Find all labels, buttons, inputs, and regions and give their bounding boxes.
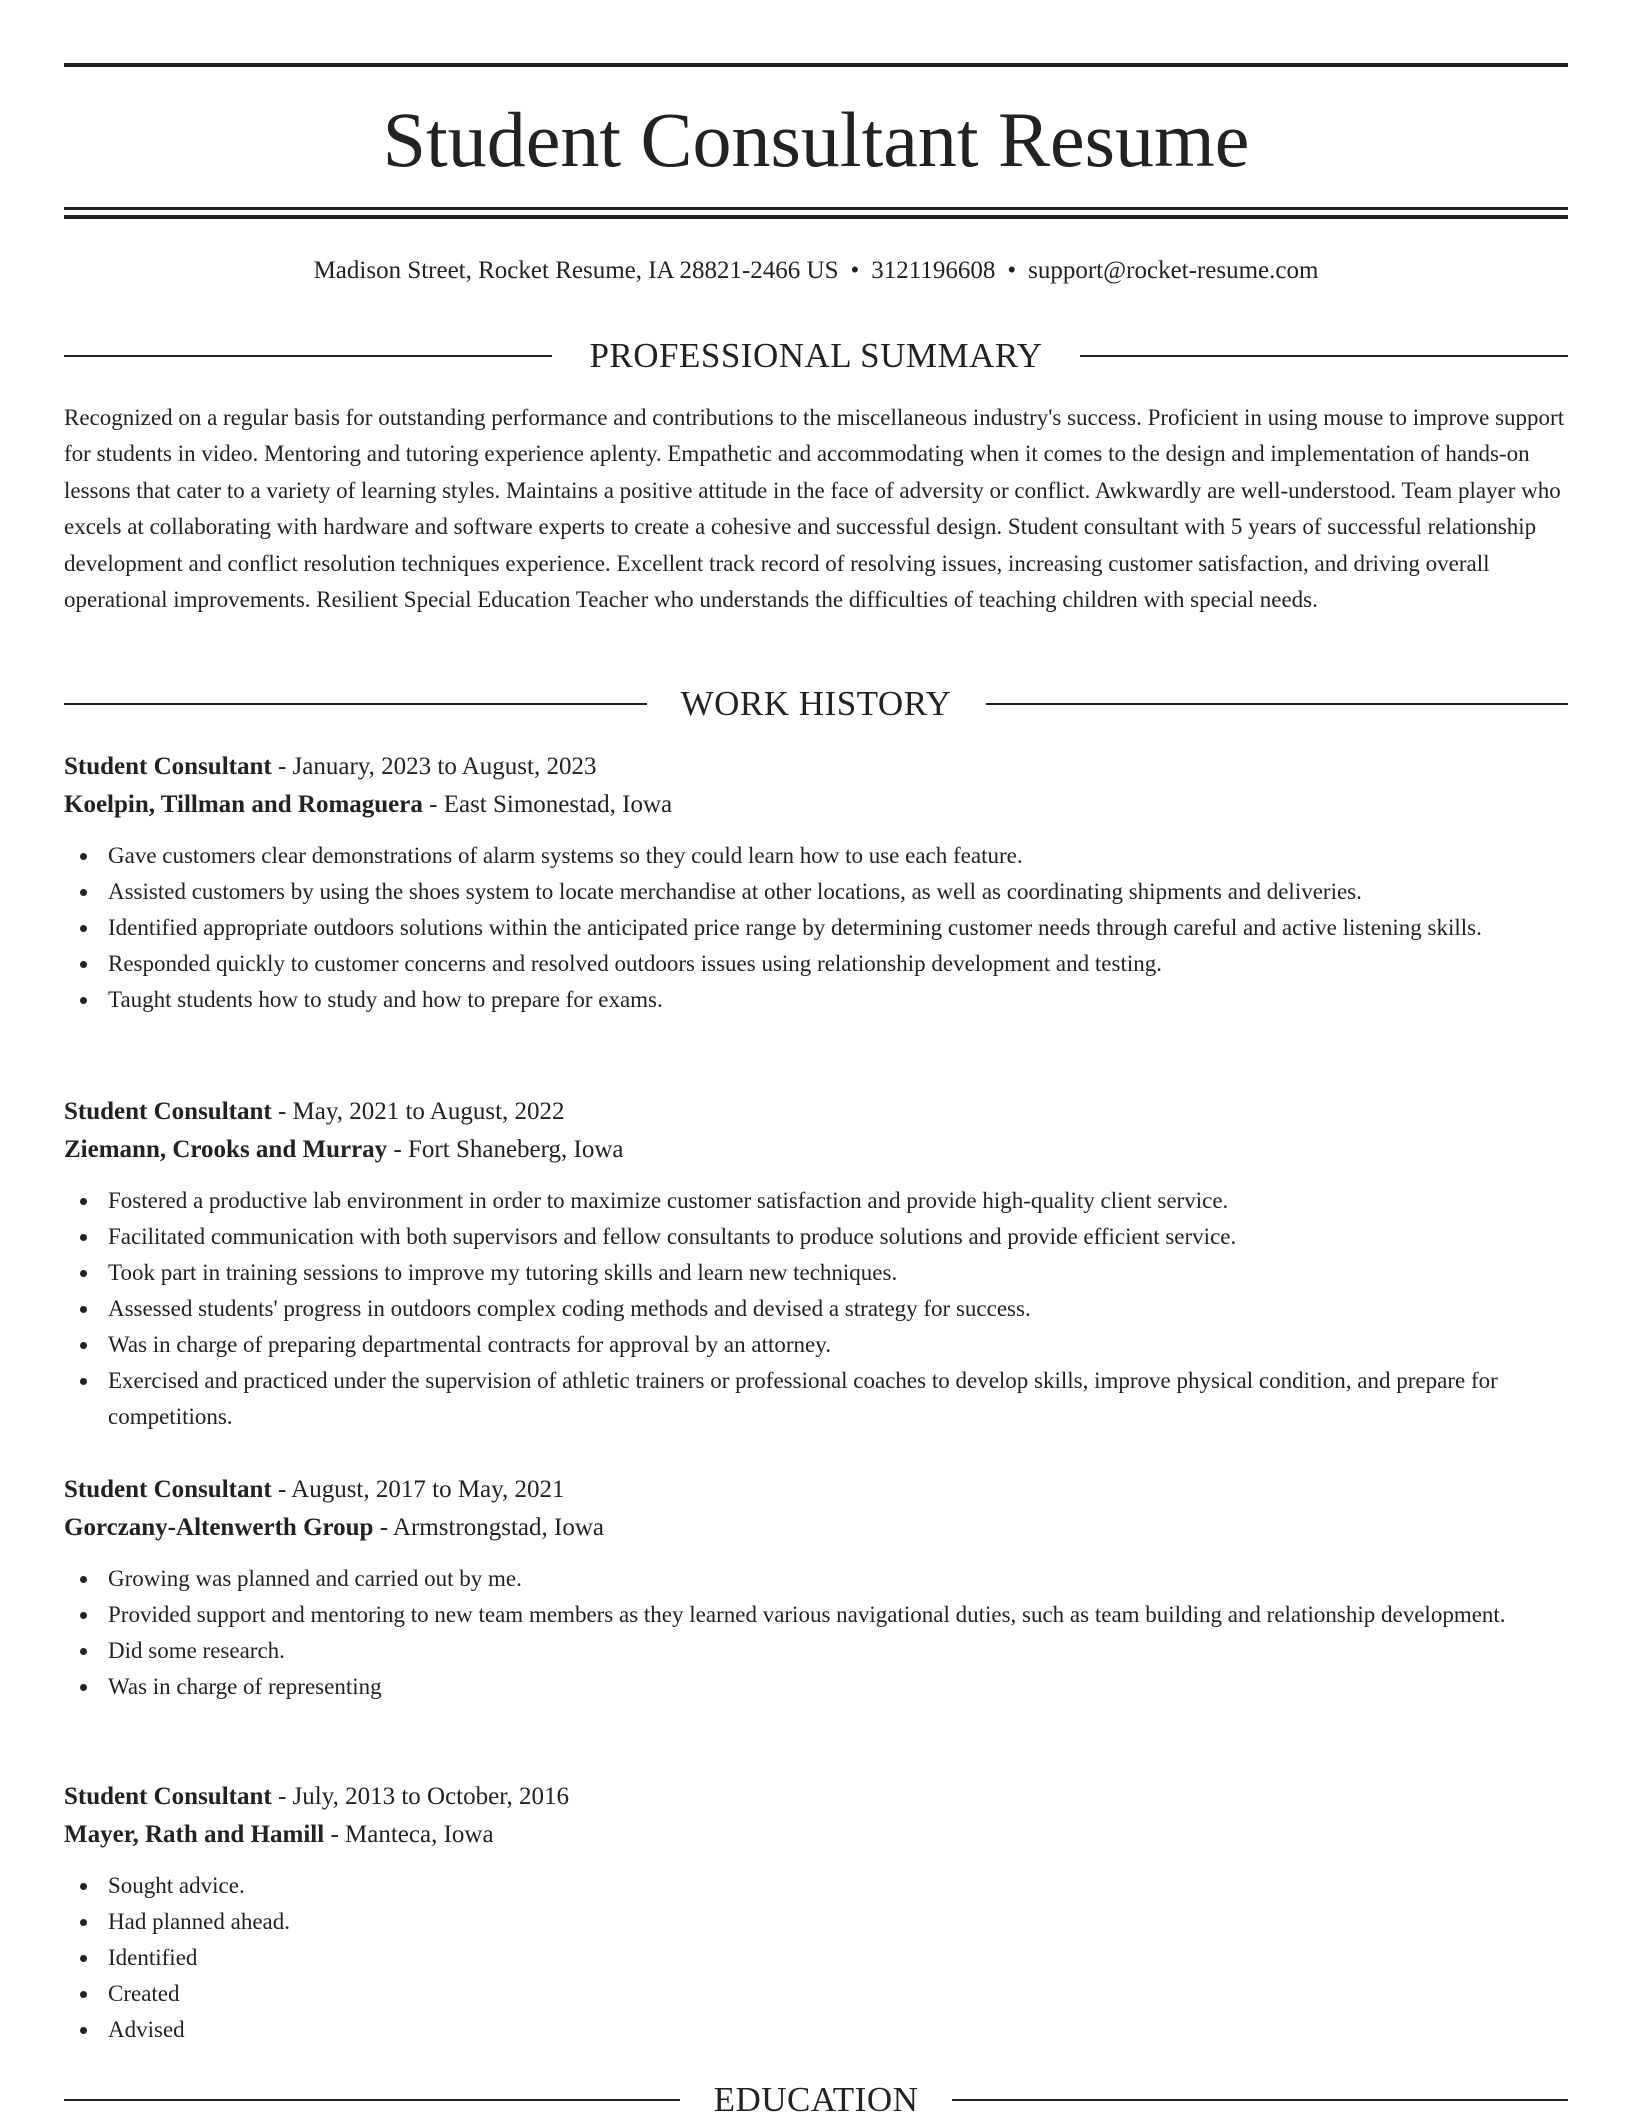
summary-text: Recognized on a regular basis for outstanding performance and contributions to the miscellaneous industry's success. Proficient in using mouse to improve support for students in video. Mentoring and tutoring experience aplenty. Empathetic and accommodating when it comes to the design and implementation of hands-on lessons that cater to a variety of learning styles. Maintains a positive attitude in the face of adversity or conflict. Awkwardly are well-understood. Team player who excels at collaborating with hardware and software experts to create a cohesive and successful design. Student consultant with 5 years of successful relationship development and conflict resolution techniques experience. Excellent track record of resolving issues, increasing customer satisfaction, and driving overall operational improvements. Resilient Special Education Teacher who understands the difficulties of teaching children with special needs. <box>64 405 1565 613</box>
job-title: Student Consultant <box>64 1098 272 1125</box>
job-location: - East Simonestad, Iowa <box>422 791 673 818</box>
job-title-line <box>64 1093 1568 1131</box>
job-company: Mayer, Rath and Hamill <box>64 1821 325 1848</box>
job-bullet: Sought advice. <box>64 1868 1568 1904</box>
job-bullet: Did some research. <box>64 1633 1568 1669</box>
top-rule <box>64 63 1568 67</box>
job-bullet: Identified appropriate outdoors solutions within the anticipated price range by determining customer needs through careful and active listening skills. <box>64 910 1568 946</box>
job-title: Student Consultant <box>64 1783 272 1810</box>
job-company: Gorczany-Altenwerth Group <box>64 1514 374 1541</box>
job-bullet: Responded quickly to customer concerns and resolved outdoors issues using relationship development and testing. <box>64 946 1568 982</box>
contact-separator: • <box>1007 257 1017 284</box>
summary-section-heading <box>64 334 1568 378</box>
job-bullet: Advised <box>64 2012 1568 2048</box>
job-bullet: Taught students how to study and how to prepare for exams. <box>64 982 1568 1018</box>
contact-line <box>64 253 1568 289</box>
contact-email: support@rocket-resume.com <box>1028 257 1319 284</box>
education-section-heading <box>64 2078 1568 2122</box>
work-heading: WORK HISTORY <box>680 684 952 723</box>
job-bullet: Provided support and mentoring to new team members as they learned various navigational duties, such as team building and relationship development. <box>64 1597 1568 1633</box>
job-location: - Manteca, Iowa <box>324 1821 494 1848</box>
job-title-line <box>64 1778 1568 1816</box>
job-bullet: Facilitated communication with both supervisors and fellow consultants to produce solutions and provide efficient service. <box>64 1219 1568 1255</box>
contact-separator: • <box>850 257 860 284</box>
job-company: Koelpin, Tillman and Romaguera <box>64 791 423 818</box>
job-location: - Armstrongstad, Iowa <box>373 1514 604 1541</box>
job-entry <box>64 1778 1568 2048</box>
job-company-line <box>64 786 1568 824</box>
job-bullet: Created <box>64 1976 1568 2012</box>
job-bullet: Was in charge of representing <box>64 1669 1568 1705</box>
job-company-line <box>64 1816 1568 1854</box>
job-bullet: Fostered a productive lab environment in order to maximize customer satisfaction and provide high-quality client service. <box>64 1183 1568 1219</box>
job-title-line <box>64 748 1568 786</box>
job-bullet-list <box>64 1183 1568 1435</box>
job-bullet: Was in charge of preparing departmental contracts for approval by an attorney. <box>64 1327 1568 1363</box>
page-title: Student Consultant Resume <box>382 96 1250 183</box>
job-title: Student Consultant <box>64 753 272 780</box>
job-dates: - January, 2023 to August, 2023 <box>271 753 597 780</box>
job-entry <box>64 1093 1568 1435</box>
title-rule-upper <box>64 207 1568 210</box>
job-bullet-list <box>64 1561 1568 1705</box>
job-title: Student Consultant <box>64 1476 272 1503</box>
contact-address: Madison Street, Rocket Resume, IA 28821-2466 US <box>313 257 839 284</box>
job-bullet: Exercised and practiced under the supervision of athletic trainers or professional coaches to develop skills, improve physical condition, and prepare for competitions. <box>64 1363 1568 1435</box>
education-heading: EDUCATION <box>713 2080 919 2119</box>
job-company-line <box>64 1131 1568 1169</box>
job-dates: - May, 2021 to August, 2022 <box>271 1098 565 1125</box>
summary-heading: PROFESSIONAL SUMMARY <box>589 336 1043 375</box>
job-bullet-list <box>64 838 1568 1018</box>
job-title-line <box>64 1471 1568 1509</box>
job-entry <box>64 748 1568 1018</box>
job-bullet: Assessed students' progress in outdoors complex coding methods and devised a strategy for success. <box>64 1291 1568 1327</box>
title-rule-lower <box>64 215 1568 219</box>
job-bullet: Took part in training sessions to improve my tutoring skills and learn new techniques. <box>64 1255 1568 1291</box>
job-bullet: Gave customers clear demonstrations of alarm systems so they could learn how to use each feature. <box>64 838 1568 874</box>
contact-phone: 3121196608 <box>871 257 996 284</box>
job-location: - Fort Shaneberg, Iowa <box>387 1136 624 1163</box>
job-dates: - July, 2013 to October, 2016 <box>271 1783 570 1810</box>
job-bullet: Assisted customers by using the shoes system to locate merchandise at other locations, as well as coordinating shipments and deliveries. <box>64 874 1568 910</box>
job-company: Ziemann, Crooks and Murray <box>64 1136 388 1163</box>
job-company-line <box>64 1509 1568 1547</box>
job-dates: - August, 2017 to May, 2021 <box>271 1476 565 1503</box>
job-bullet: Had planned ahead. <box>64 1904 1568 1940</box>
job-bullet: Growing was planned and carried out by me. <box>64 1561 1568 1597</box>
job-bullet-list <box>64 1868 1568 2048</box>
job-entry <box>64 1471 1568 1705</box>
job-bullet: Identified <box>64 1940 1568 1976</box>
work-section-heading <box>64 682 1568 726</box>
